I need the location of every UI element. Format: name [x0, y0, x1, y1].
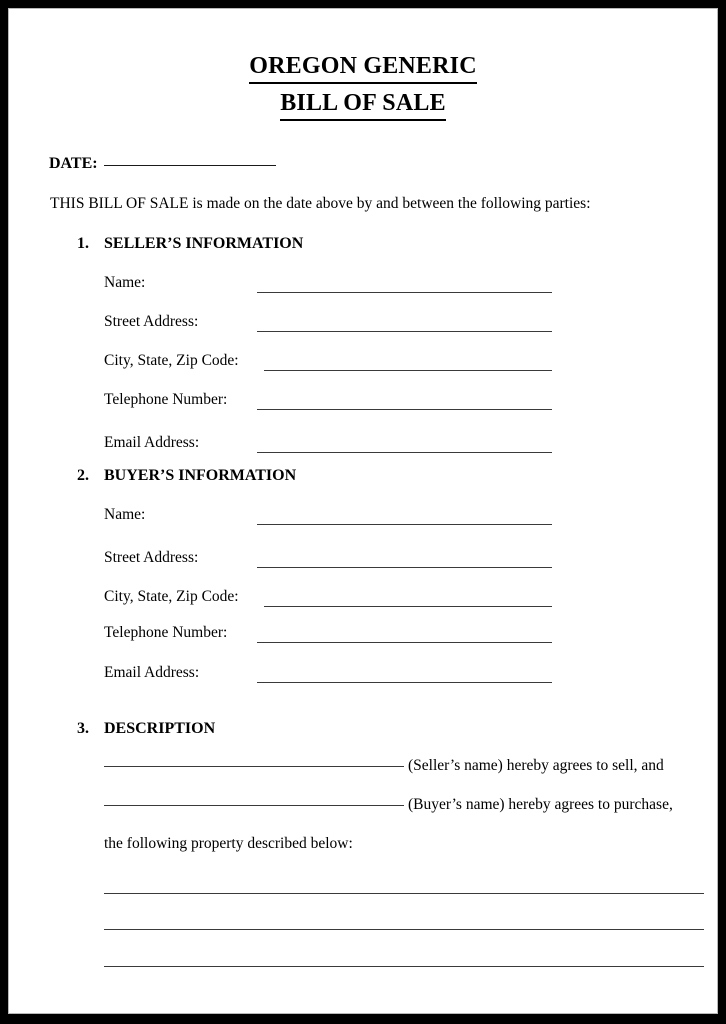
- field-label: Telephone Number:: [104, 624, 228, 641]
- title-line-1: OREGON GENERIC: [249, 51, 477, 84]
- seller-name-input-blank[interactable]: [257, 292, 552, 293]
- page-title: [9, 9, 717, 121]
- buyer-telephone-input-blank[interactable]: [257, 642, 552, 643]
- description-seller-name-input-blank[interactable]: [104, 766, 404, 767]
- seller-field-city-state-zip: [104, 351, 554, 371]
- description-buyer-clause-text: (Buyer’s name) hereby agrees to purchase,: [408, 796, 673, 813]
- date-row: [49, 155, 276, 173]
- field-label: Street Address:: [104, 313, 199, 330]
- seller-city-state-zip-input-blank[interactable]: [264, 370, 552, 371]
- field-label: Street Address:: [104, 549, 199, 566]
- field-label: City, State, Zip Code:: [104, 588, 239, 605]
- description-property-note: the following property described below:: [104, 835, 353, 852]
- buyer-city-state-zip-input-blank[interactable]: [264, 606, 552, 607]
- description-seller-clause-line: [104, 757, 664, 779]
- seller-field-street-address: [104, 312, 554, 332]
- section-number-buyer: 2.: [77, 467, 89, 484]
- description-blank-line-3[interactable]: [104, 966, 704, 967]
- buyer-field-email: [104, 663, 554, 683]
- section-title-seller: SELLER’S INFORMATION: [104, 235, 304, 252]
- title-line-2: BILL OF SALE: [280, 88, 446, 121]
- field-label: Telephone Number:: [104, 391, 228, 408]
- section-heading-buyer: [77, 467, 296, 485]
- date-label: DATE:: [49, 155, 98, 172]
- seller-street-address-input-blank[interactable]: [257, 331, 552, 332]
- section-number-seller: 1.: [77, 235, 89, 252]
- seller-field-telephone: [104, 390, 554, 410]
- field-label: Email Address:: [104, 664, 200, 681]
- buyer-field-city-state-zip: [104, 587, 554, 607]
- seller-telephone-input-blank[interactable]: [257, 409, 552, 410]
- section-heading-description: [77, 720, 215, 738]
- section-number-description: 3.: [77, 720, 89, 737]
- buyer-email-input-blank[interactable]: [257, 682, 552, 683]
- description-blank-line-1[interactable]: [104, 893, 704, 894]
- document-page: [8, 8, 718, 1014]
- seller-email-input-blank[interactable]: [257, 452, 552, 453]
- buyer-field-street-address: [104, 548, 554, 568]
- description-blank-line-2[interactable]: [104, 929, 704, 930]
- buyer-field-telephone: [104, 623, 554, 643]
- seller-field-email: [104, 433, 554, 453]
- intro-paragraph: THIS BILL OF SALE is made on the date above by and between the following parties:: [50, 195, 591, 212]
- section-heading-seller: [77, 235, 303, 253]
- section-title-buyer: BUYER’S INFORMATION: [104, 467, 297, 484]
- field-label: City, State, Zip Code:: [104, 352, 239, 369]
- section-title-description: DESCRIPTION: [104, 720, 216, 737]
- description-seller-clause-text: (Seller’s name) hereby agrees to sell, and: [408, 757, 664, 774]
- buyer-field-name: [104, 505, 554, 525]
- buyer-name-input-blank[interactable]: [257, 524, 552, 525]
- description-buyer-clause-line: [104, 796, 673, 818]
- description-buyer-name-input-blank[interactable]: [104, 805, 404, 806]
- field-label: Name:: [104, 506, 146, 523]
- buyer-street-address-input-blank[interactable]: [257, 567, 552, 568]
- field-label: Name:: [104, 274, 146, 291]
- seller-field-name: [104, 273, 554, 293]
- date-input-blank[interactable]: [104, 165, 276, 166]
- field-label: Email Address:: [104, 434, 200, 451]
